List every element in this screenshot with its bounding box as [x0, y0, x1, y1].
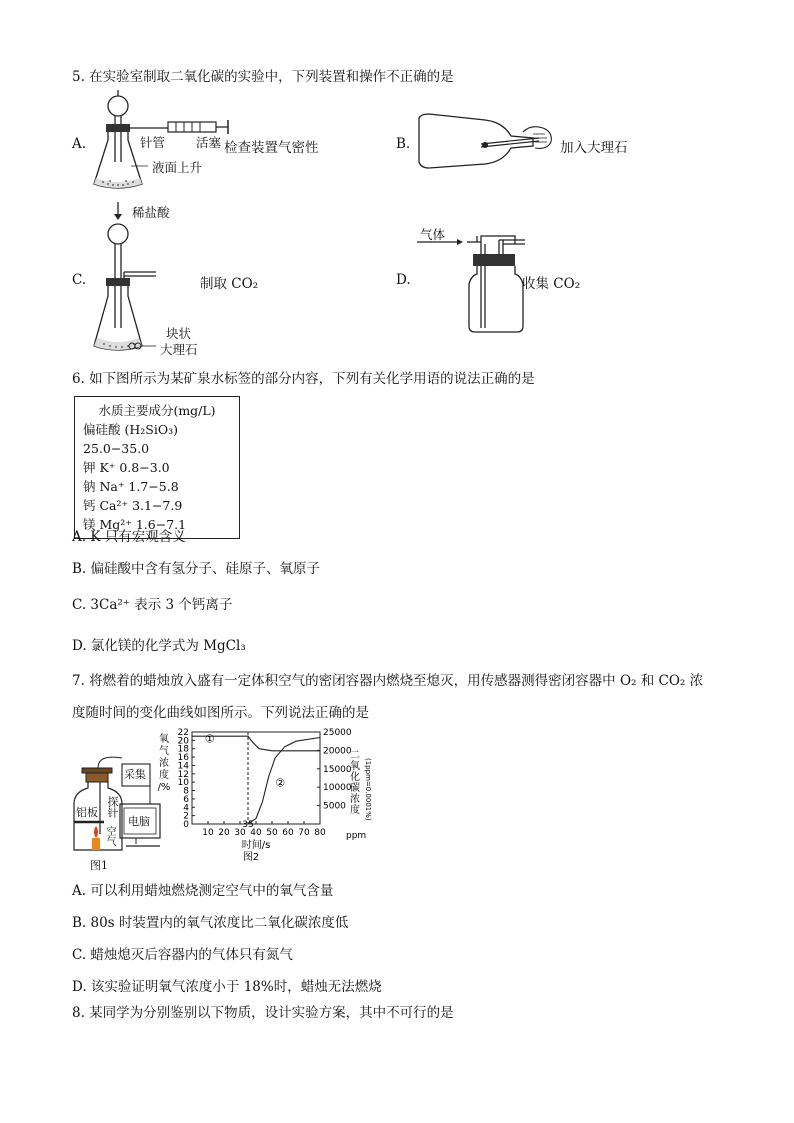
q6-option-c: C. 3Ca²⁺ 表示 3 个钙离子	[72, 597, 233, 613]
marker-35-label: 35	[242, 820, 254, 830]
left-tick-label: 22	[177, 728, 189, 738]
q5-c-acid-label: 稀盐酸	[132, 205, 170, 220]
xlabel: 时间/s	[241, 840, 271, 851]
x-tick-label: 60	[282, 828, 294, 838]
ylabel-left-char: 氧	[159, 734, 169, 745]
ylabel-right-char: 浓	[350, 794, 360, 805]
label-row: 镁 Mg²⁺ 1.6−7.1	[83, 517, 187, 532]
fig1-plate-label: 铝板	[76, 806, 98, 819]
left-tick-label: 20	[177, 736, 189, 747]
q7-option-a: A. 可以利用蜡烛燃烧测定空气中的氧气含量	[72, 883, 334, 899]
fig1-caption: 图1	[90, 859, 108, 872]
ylabel-left-char: /%	[157, 782, 171, 793]
right-tick-label: 10000	[323, 783, 352, 794]
fig2-caption: 图2	[242, 852, 260, 863]
q5-a-piston-label: 活塞	[196, 135, 222, 150]
q5-c-co2-generator	[94, 200, 174, 360]
q5-d-gas-bottle	[415, 232, 525, 334]
left-tick-label: 4	[183, 803, 189, 814]
label-row: 钙 Ca²⁺ 3.1−7.9	[83, 498, 183, 513]
fig1-air-label: 空气	[104, 826, 115, 846]
q7-option-c: C. 蜡烛熄灭后容器内的气体只有氮气	[72, 947, 293, 963]
q6-option-d: D. 氯化镁的化学式为 MgCl₃	[72, 638, 246, 654]
x-tick-label: 50	[266, 828, 278, 838]
q5-d-collect-label: 收集 CO₂	[522, 276, 581, 292]
left-tick-label: 2	[183, 811, 189, 822]
left-tick-label: 8	[183, 786, 189, 797]
q7-fig2-chart	[157, 728, 372, 873]
x-tick-label: 30	[234, 828, 246, 838]
ylabel-right-char: 氧	[350, 761, 360, 772]
ylabel-right-char: 度	[350, 805, 360, 816]
q5-d-gas-label: 气体	[420, 227, 446, 242]
q6-stem: 6. 如下图所示为某矿泉水标签的部分内容，下列有关化学用语的说法正确的是	[72, 371, 535, 387]
q5-stem: 5. 在实验室制取二氧化碳的实验中，下列装置和操作不正确的是	[72, 69, 454, 85]
left-tick-label: 12	[177, 769, 189, 780]
x-tick-label: 80	[314, 828, 326, 838]
q5-option-b-letter: B.	[396, 136, 411, 152]
q5-c-make-label: 制取 CO₂	[200, 276, 259, 292]
q6-option-b: B. 偏硅酸中含有氢分子、硅原子、氧原子	[72, 561, 321, 577]
ylabel-right-char: 化	[350, 772, 360, 783]
fig1-computer-label: 电脑	[128, 815, 150, 828]
q5-option-d-letter: D.	[396, 272, 411, 288]
fig1-collect-label: 采集	[124, 768, 146, 781]
left-tick-label: 6	[183, 794, 189, 805]
left-tick-label: 16	[177, 753, 189, 764]
q5-option-a-letter: A.	[72, 136, 87, 152]
q5-b-tilted-flask	[415, 110, 565, 175]
ylabel-right-unit: (1ppm=0.0001%)	[364, 758, 372, 821]
left-tick-label: 18	[177, 744, 189, 755]
ylabel-left-char: 气	[159, 746, 169, 757]
left-tick-label: 10	[177, 778, 189, 789]
label-row: 钠 Na⁺ 1.7−5.8	[83, 479, 179, 494]
ylabel-right-char: 碳	[350, 783, 360, 794]
label-row: 钾 K⁺ 0.8−3.0	[83, 460, 170, 475]
ylabel-right-char: 二	[350, 750, 360, 761]
x-tick-label: 20	[218, 828, 230, 838]
q8-stem: 8. 某同学为分别鉴别以下物质，设计实验方案，其中不可行的是	[72, 1005, 454, 1021]
q5-a-rise-label: 液面上升	[152, 160, 203, 175]
curve-2-label: ②	[275, 776, 286, 790]
fig1-probe-label: 探针	[106, 796, 119, 818]
q6-option-a: A. K 只有宏观含义	[72, 529, 186, 545]
mineral-water-label	[74, 396, 240, 539]
q5-a-needle-label: 针管	[140, 135, 166, 150]
label-row: 偏硅酸 (H₂SiO₃) 25.0−35.0	[83, 422, 178, 456]
ylabel-left-char: 浓	[159, 758, 169, 769]
x-tick-label: 70	[298, 828, 310, 838]
curve-1-label: ①	[204, 732, 215, 746]
right-tick-label: 20000	[323, 746, 352, 757]
q5-a-check-label: 检查装置气密性	[224, 140, 319, 156]
q7-option-b: B. 80s 时装置内的氧气浓度比二氧化碳浓度低	[72, 915, 349, 931]
ylabel-left-char: 度	[159, 770, 169, 781]
left-tick-label: 0	[183, 820, 189, 830]
q5-c-marble-label-1: 块状	[166, 326, 192, 341]
q5-b-label: 加入大理石	[560, 140, 628, 156]
q7-stem-line-2: 度随时间的变化曲线如图所示。下列说法正确的是	[72, 705, 369, 721]
label-title: 水质主要成分(mg/L)	[98, 403, 216, 418]
right-tick-label: 5000	[323, 801, 346, 812]
q7-option-d: D. 该实验证明氧气浓度小于 18%时，蜡烛无法燃烧	[72, 979, 382, 995]
right-tick-label: 15000	[323, 764, 352, 775]
left-tick-label: 14	[177, 761, 189, 772]
q5-option-c-letter: C.	[72, 272, 87, 288]
right-tick-label: 25000	[323, 728, 352, 738]
unit-right-label: ppm	[346, 831, 367, 841]
x-tick-label: 10	[202, 828, 214, 838]
q7-stem-line-1: 7. 将燃着的蜡烛放入盛有一定体积空气的密闭容器内燃烧至熄灭，用传感器测得密闭容器中 O₂ 和 CO₂ 浓	[72, 673, 704, 689]
q5-c-marble-label-2: 大理石	[160, 342, 198, 357]
x-tick-label: 40	[250, 828, 262, 838]
